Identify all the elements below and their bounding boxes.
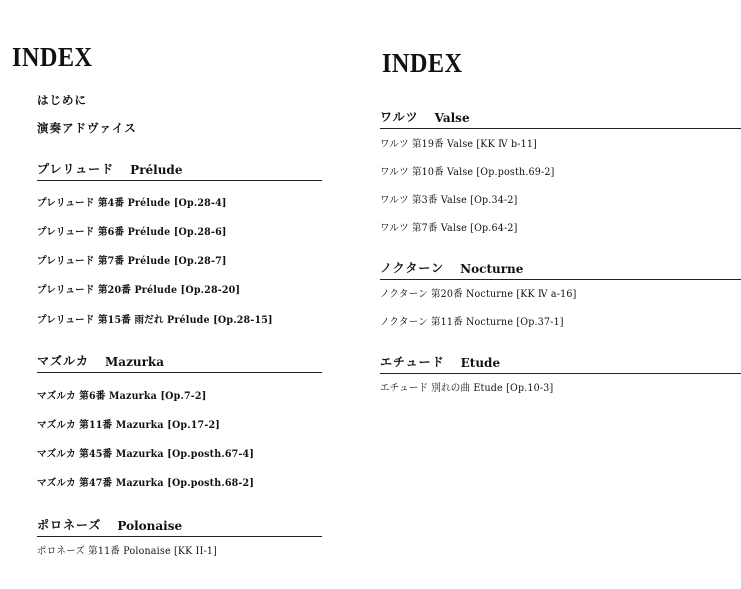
section-heading-jp: ワルツ: [380, 110, 419, 124]
section-mazurka: [37, 352, 322, 489]
index-entry: ノクターン 第11番 Nocturne [Op.37-1]: [380, 317, 564, 328]
section-heading-jp: ノクターン: [380, 261, 445, 275]
section-nocturne: [380, 259, 741, 328]
section-heading: [37, 516, 322, 537]
index-entry: プレリュード 第7番 Prélude [Op.28-7]: [37, 256, 227, 267]
index-entry: マズルカ 第6番 Mazurka [Op.7-2]: [37, 391, 207, 402]
section-heading: [37, 160, 322, 181]
right-index-page: [370, 0, 741, 589]
index-entry: プレリュード 第20番 Prélude [Op.28-20]: [37, 285, 241, 296]
section-heading-jp: プレリュード: [37, 162, 115, 176]
section-heading-jp: エチュード: [380, 355, 445, 369]
index-entry: ノクターン 第20番 Nocturne [KK Ⅳ a-16]: [380, 289, 577, 300]
index-entry: エチュード 別れの曲 Etude [Op.10-3]: [380, 383, 554, 394]
section-heading: [380, 108, 741, 129]
section-heading-en: Nocturne: [460, 262, 524, 276]
index-entry: プレリュード 第4番 Prélude [Op.28-4]: [37, 198, 227, 209]
index-entry: マズルカ 第45番 Mazurka [Op.posth.67-4]: [37, 449, 255, 460]
left-index-page: [0, 0, 360, 589]
section-heading-en: Valse: [434, 111, 470, 125]
section-polonaise: [37, 516, 322, 557]
page-title: INDEX: [12, 42, 93, 72]
intro-item: 演奏アドヴァイス: [37, 121, 137, 135]
section-heading-en: Prélude: [130, 163, 183, 177]
index-entry: ワルツ 第10番 Valse [Op.posth.69-2]: [380, 167, 555, 178]
index-entry: マズルカ 第47番 Mazurka [Op.posth.68-2]: [37, 478, 255, 489]
page-title: INDEX: [382, 48, 463, 78]
section-valse: [380, 108, 741, 234]
section-heading-en: Etude: [460, 356, 501, 370]
section-heading: [37, 352, 322, 373]
section-etude: [380, 353, 741, 394]
index-entry: ワルツ 第19番 Valse [KK Ⅳ b-11]: [380, 139, 538, 150]
section-heading: [380, 259, 741, 280]
section-heading-en: Polonaise: [117, 519, 183, 533]
section-heading-en: Mazurka: [105, 355, 165, 369]
section-heading: [380, 353, 741, 374]
intro-item: はじめに: [37, 93, 87, 107]
section-heading-jp: ポロネーズ: [37, 518, 102, 532]
index-entry: プレリュード 第15番 雨だれ Prélude [Op.28-15]: [37, 315, 273, 326]
index-entry: プレリュード 第6番 Prélude [Op.28-6]: [37, 227, 227, 238]
section-prelude: [37, 160, 322, 326]
index-entry: ワルツ 第7番 Valse [Op.64-2]: [380, 223, 518, 234]
index-entry: マズルカ 第11番 Mazurka [Op.17-2]: [37, 420, 220, 431]
index-entry: ポロネーズ 第11番 Polonaise [KK II-1]: [37, 546, 218, 557]
section-heading-jp: マズルカ: [37, 354, 90, 368]
index-entry: ワルツ 第3番 Valse [Op.34-2]: [380, 195, 518, 206]
